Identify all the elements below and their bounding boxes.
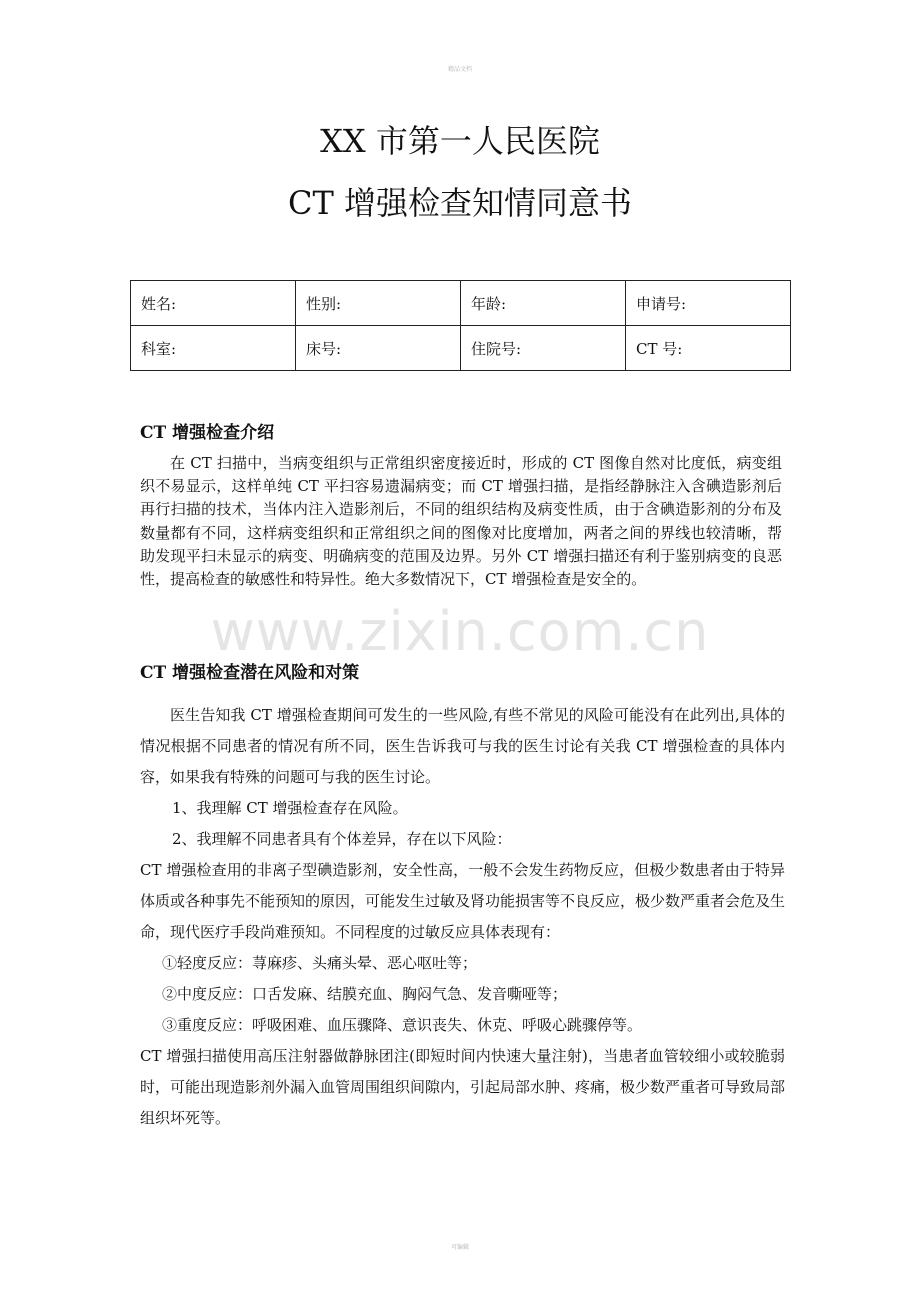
page-footer-mark: 可编辑	[450, 1244, 469, 1251]
section-heading-risks: CT 增强检查潜在风险和对策	[140, 663, 360, 683]
name-field-label: 姓名:	[131, 281, 296, 326]
table-row	[131, 326, 791, 371]
watermark: www.zixin.com.cn	[210, 600, 710, 663]
moderate-reaction-item: ②中度反应：口舌发麻、结膜充血、胸闷气急、发音嘶哑等；	[162, 985, 568, 1003]
table-row	[131, 281, 791, 326]
document-title: CT 增强检查知情同意书	[287, 184, 632, 222]
bed-number-field-label: 床号:	[296, 326, 461, 371]
severe-reaction-item: ③重度反应：呼吸困难、血压骤降、意识丧失、休克、呼吸心跳骤停等。	[162, 1016, 643, 1034]
section-heading-introduction: CT 增强检查介绍	[140, 423, 275, 443]
patient-info-table	[130, 280, 791, 371]
list-item: 1、我理解 CT 增强检查存在风险。	[172, 799, 408, 817]
introduction-paragraph: 在 CT 扫描中，当病变组织与正常组织密度接近时，形成的 CT 图像自然对比度低，病变组织不易显示，这样单纯 CT 平扫容易遗漏病变；而 CT 增强扫描，是指经静脉注入含碘造影剂后再行扫描的技术，当体内注入造影剂后，不同的组织结构及病变性质，由于含碘造影剂的分布及数量都有不同，这样病变组织和正常组织之间的图像对比度增加，两者之间的界线也较清晰，帮助发现平扫未显示的病变、明确病变的范围及边界。另外 CT 增强扫描还有利于鉴别病变的良恶性，提高检查的敏感性和特异性。绝大多数情况下，CT 增强检查是安全的。	[140, 454, 782, 589]
mild-reaction-item: ①轻度反应：荨麻疹、头痛头晕、恶心呕吐等；	[162, 954, 478, 972]
page-header-mark: 精品文档	[447, 66, 472, 73]
contrast-agent-paragraph: CT 增强检查用的非离子型碘造影剂，安全性高，一般不会发生药物反应，但极少数患者由于特异体质或各种事先不能预知的原因，可能发生过敏及肾功能损害等不良反应，极少数严重者会危及生命，现代医疗手段尚难预知。不同程度的过敏反应具体表现有：	[140, 861, 786, 941]
risks-intro-paragraph: 医生告知我 CT 增强检查期间可发生的一些风险,有些不常见的风险可能没有在此列出,具体的情况根据不同患者的情况有所不同，医生告诉我可与我的医生讨论有关我 CT 增强检查的具体内容，如果我有特殊的问题可与我的医生讨论。	[140, 706, 785, 786]
risks-body	[140, 700, 785, 1134]
department-field-label: 科室:	[131, 326, 296, 371]
ct-number-field-label: CT 号:	[626, 326, 791, 371]
application-number-field-label: 申请号:	[626, 281, 791, 326]
age-field-label: 年龄:	[461, 281, 626, 326]
gender-field-label: 性别:	[296, 281, 461, 326]
admission-number-field-label: 住院号:	[461, 326, 626, 371]
list-item: 2、我理解不同患者具有个体差异，存在以下风险：	[172, 830, 512, 848]
injection-paragraph: CT 增强扫描使用高压注射器做静脉团注(即短时间内快速大量注射)，当患者血管较细小或较脆弱时，可能出现造影剂外漏入血管周围组织间隙内，引起局部水肿、疼痛，极少数严重者可导致局部组织坏死等。	[140, 1047, 786, 1127]
hospital-title: XX 市第一人民医院	[320, 122, 600, 160]
